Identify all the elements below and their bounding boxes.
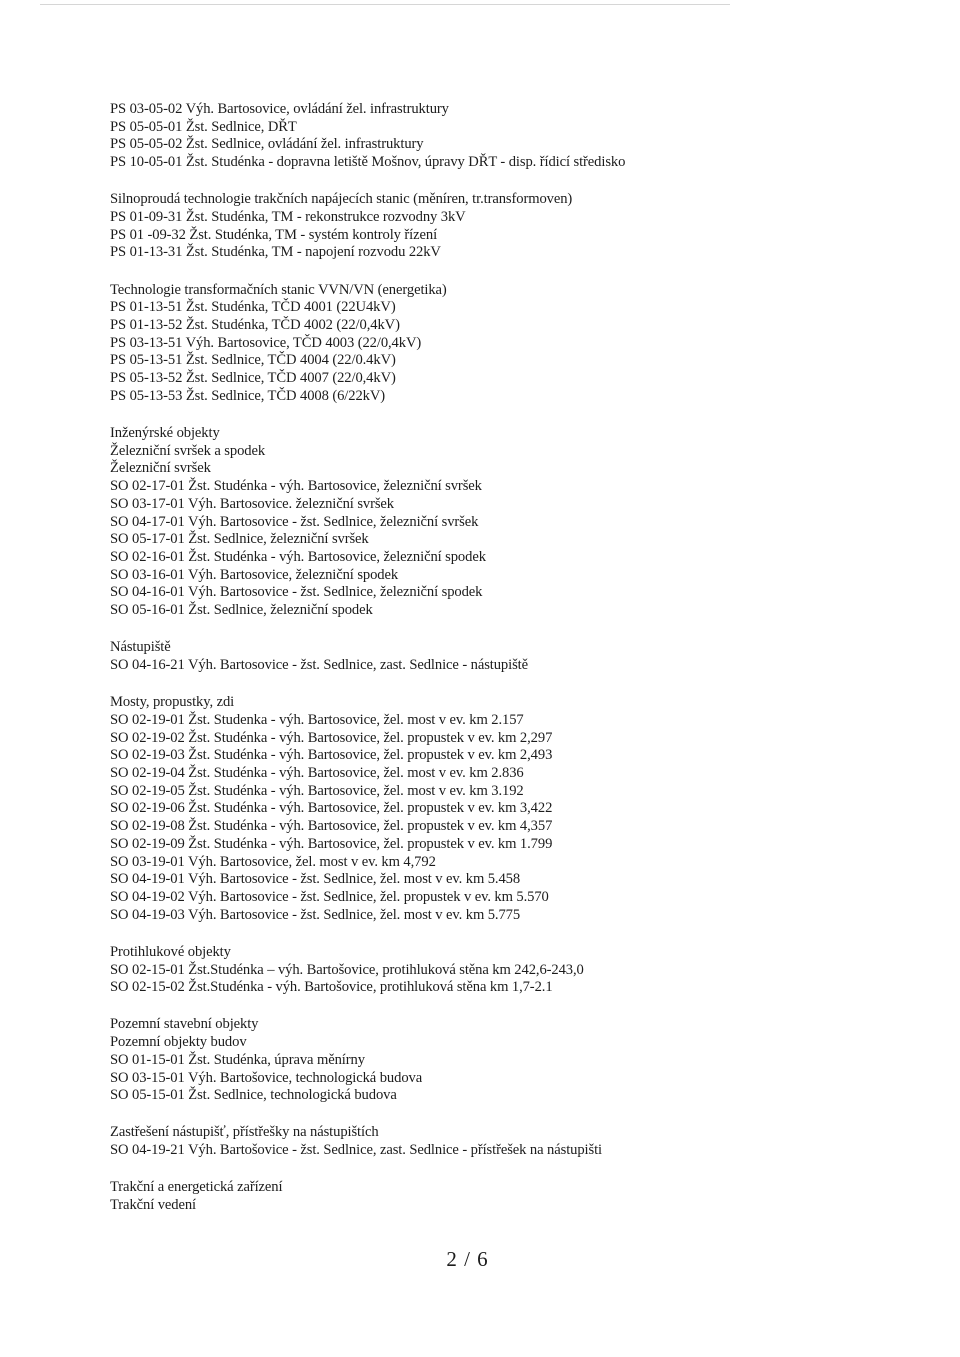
- text-line: SO 01-15-01 Žst. Studénka, úprava měnírny: [110, 1051, 365, 1068]
- text-line: SO 02-19-02 Žst. Studénka - výh. Bartosovice, žel. propustek v ev. km 2,297: [110, 729, 553, 746]
- section-group: [110, 1124, 930, 1159]
- section-heading: Silnoproudá technologie trakčních napájecích stanic (měníren, tr.transformoven): [110, 191, 573, 208]
- text-line: SO 04-16-21 Výh. Bartosovice - žst. Sedlnice, zast. Sedlnice - nástupiště: [110, 656, 529, 673]
- text-line: SO 03-19-01 Výh. Bartosovice, žel. most v ev. km 4,792: [110, 853, 436, 870]
- text-line: SO 02-19-09 Žst. Studénka - výh. Bartosovice, žel. propustek v ev. km 1.799: [110, 835, 553, 852]
- text-line: PS 05-05-02 Žst. Sedlnice, ovládání žel. infrastruktury: [110, 136, 424, 153]
- document-body: [110, 101, 930, 1234]
- section-heading: Technologie transformačních stanic VVN/VN (energetika): [110, 281, 447, 298]
- text-line: PS 01 -09-32 Žst. Studénka, TM - systém kontroly řízení: [110, 226, 438, 243]
- text-line: SO 02-19-01 Žst. Studenka - výh. Bartosovice, žel. most v ev. km 2.157: [110, 711, 524, 728]
- section-heading: Mosty, propustky, zdi: [110, 694, 235, 711]
- text-line: PS 05-13-52 Žst. Sedlnice, TČD 4007 (22/0,4kV): [110, 370, 396, 387]
- top-rule: [40, 4, 730, 5]
- section-group: [110, 282, 930, 406]
- text-line: SO 04-19-01 Výh. Bartosovice - žst. Sedlnice, žel. most v ev. km 5.458: [110, 871, 521, 888]
- text-line: PS 03-13-51 Výh. Bartosovice, TČD 4003 (22/0,4kV): [110, 334, 422, 351]
- text-line: SO 02-19-08 Žst. Studénka - výh. Bartosovice, žel. propustek v ev. km 4,357: [110, 818, 553, 835]
- text-line: SO 04-17-01 Výh. Bartosovice - žst. Sedlnice, železniční svršek: [110, 513, 479, 530]
- text-line: PS 01-13-31 Žst. Studénka, TM - napojení rozvodu 22kV: [110, 244, 441, 261]
- text-line: SO 02-19-05 Žst. Studénka - výh. Bartosovice, žel. most v ev. km 3.192: [110, 782, 524, 799]
- text-line: SO 05-15-01 Žst. Sedlnice, technologická budova: [110, 1087, 397, 1104]
- subsection-heading: Pozemní objekty budov: [110, 1034, 247, 1051]
- text-line: SO 04-19-02 Výh. Bartosovice - žst. Sedlnice, žel. propustek v ev. km 5.570: [110, 888, 549, 905]
- text-line: SO 02-19-04 Žst. Studénka - výh. Bartosovice, žel. most v ev. km 2.836: [110, 765, 524, 781]
- text-line: SO 05-16-01 Žst. Sedlnice, železniční spodek: [110, 602, 373, 619]
- subsection-heading: Trakční vedení: [110, 1197, 197, 1214]
- text-line: SO 02-19-06 Žst. Studénka - výh. Bartosovice, žel. propustek v ev. km 3,422: [110, 800, 553, 817]
- section-heading: Inženýrské objekty: [110, 425, 220, 442]
- text-line: SO 04-16-01 Výh. Bartosovice - žst. Sedlnice, železniční spodek: [110, 584, 483, 601]
- section-heading: Zastřešení nástupišť, přístřešky na nástupištích: [110, 1124, 379, 1141]
- text-line: PS 10-05-01 Žst. Studénka - dopravna letiště Mošnov, úpravy DŘT - disp. řídicí středisko: [110, 154, 626, 171]
- text-line: SO 02-15-01 Žst.Studénka – výh. Bartošovice, protihluková stěna km 242,6-243,0: [110, 961, 584, 978]
- text-line: PS 01-13-52 Žst. Studénka, TČD 4002 (22/0,4kV): [110, 317, 400, 334]
- text-line: PS 01-09-31 Žst. Studénka, TM - rekonstrukce rozvodny 3kV: [110, 209, 466, 226]
- text-line: PS 03-05-02 Výh. Bartosovice, ovládání žel. infrastruktury: [110, 101, 449, 117]
- text-line: SO 04-19-03 Výh. Bartosovice - žst. Sedlnice, žel. most v ev. km 5.775: [110, 906, 521, 923]
- text-line: SO 03-15-01 Výh. Bartošovice, technologická budova: [110, 1069, 423, 1086]
- text-line: SO 02-19-03 Žst. Studénka - výh. Bartosovice, žel. propustek v ev. km 2,493: [110, 747, 553, 764]
- text-line: PS 05-13-51 Žst. Sedlnice, TČD 4004 (22/0.4kV): [110, 352, 396, 369]
- section-group: [110, 639, 930, 674]
- section-group: [110, 1016, 930, 1105]
- text-line: SO 03-16-01 Výh. Bartosovice, železniční spodek: [110, 566, 399, 583]
- text-line: SO 04-19-21 Výh. Bartošovice - žst. Sedlnice, zast. Sedlnice - přístřešek na nástupišti: [110, 1142, 602, 1159]
- subsection-heading: Železniční svršek: [110, 460, 211, 477]
- section-group: [110, 425, 930, 620]
- text-line: PS 05-05-01 Žst. Sedlnice, DŘT: [110, 118, 297, 135]
- text-line: PS 05-13-53 Žst. Sedlnice, TČD 4008 (6/22kV): [110, 387, 386, 404]
- section-group: [110, 1179, 930, 1214]
- text-line: SO 05-17-01 Žst. Sedlnice, železniční svršek: [110, 531, 369, 548]
- section-heading: Protihlukové objekty: [110, 943, 231, 960]
- text-line: PS 01-13-51 Žst. Studénka, TČD 4001 (22U4kV): [110, 299, 396, 316]
- page-number: 2 / 6: [446, 1247, 489, 1271]
- subsection-heading: Železniční svršek a spodek: [110, 442, 266, 459]
- text-line: SO 03-17-01 Výh. Bartosovice. železniční svršek: [110, 495, 395, 512]
- text-line: SO 02-16-01 Žst. Studénka - výh. Bartosovice, železniční spodek: [110, 548, 486, 565]
- section-group: [110, 944, 930, 997]
- section-heading: Pozemní stavební objekty: [110, 1016, 259, 1033]
- section-group: [110, 101, 930, 172]
- section-group: [110, 694, 930, 924]
- section-group: [110, 191, 930, 262]
- text-line: SO 02-15-02 Žst.Studénka - výh. Bartošovice, protihluková stěna km 1,7-2.1: [110, 979, 553, 996]
- text-line: SO 02-17-01 Žst. Studénka - výh. Bartosovice, železniční svršek: [110, 478, 482, 495]
- section-heading: Trakční a energetická zařízení: [110, 1179, 283, 1196]
- section-heading: Nástupiště: [110, 639, 171, 656]
